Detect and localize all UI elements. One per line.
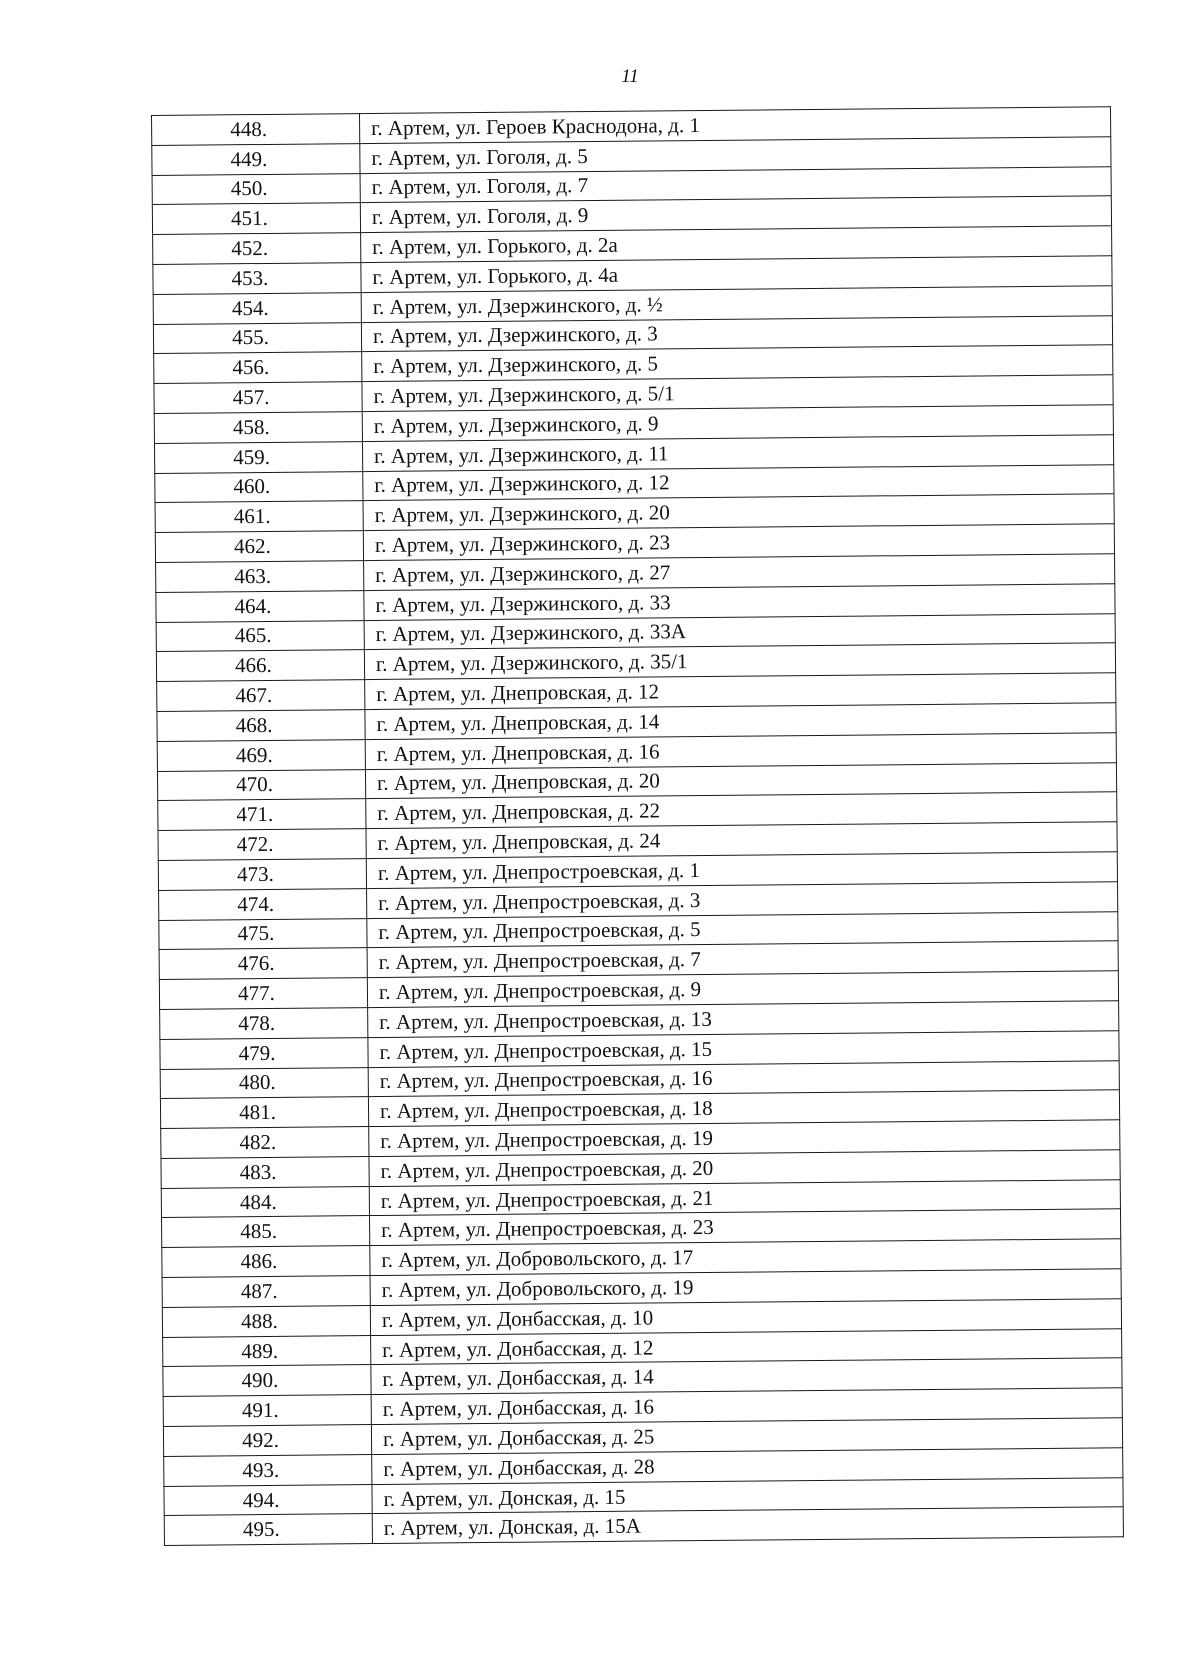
page-number: 11 bbox=[621, 66, 639, 87]
row-address: г. Артем, ул. Днепростроевская, д. 20 bbox=[369, 1150, 1120, 1187]
row-number: 480. bbox=[160, 1067, 368, 1099]
row-number: 453. bbox=[153, 263, 361, 295]
row-number: 463. bbox=[156, 561, 364, 593]
row-address: г. Артем, ул. Дзержинского, д. 11 bbox=[362, 435, 1113, 472]
row-number: 456. bbox=[154, 352, 362, 384]
row-address: г. Артем, ул. Днепростроевская, д. 18 bbox=[368, 1090, 1119, 1127]
row-address: г. Артем, ул. Днепростроевская, д. 5 bbox=[367, 911, 1118, 948]
row-address: г. Артем, ул. Дзержинского, д. 33 bbox=[364, 584, 1115, 621]
row-number: 484. bbox=[161, 1186, 369, 1218]
row-address: г. Артем, ул. Днепровская, д. 22 bbox=[366, 792, 1117, 829]
row-address: г. Артем, ул. Днепростроевская, д. 13 bbox=[368, 1001, 1119, 1038]
row-address: г. Артем, ул. Донбасская, д. 14 bbox=[371, 1358, 1122, 1395]
row-number: 460. bbox=[155, 471, 363, 503]
row-address: г. Артем, ул. Дзержинского, д. 5 bbox=[362, 345, 1113, 382]
row-number: 455. bbox=[153, 322, 361, 354]
row-number: 488. bbox=[162, 1305, 370, 1337]
row-number: 475. bbox=[159, 918, 367, 950]
row-address: г. Артем, ул. Героев Краснодона, д. 1 bbox=[359, 107, 1110, 144]
row-address: г. Артем, ул. Днепровская, д. 16 bbox=[365, 733, 1116, 770]
row-number: 450. bbox=[152, 173, 360, 205]
row-address: г. Артем, ул. Гоголя, д. 9 bbox=[360, 196, 1111, 233]
row-address: г. Артем, ул. Добровольского, д. 17 bbox=[370, 1239, 1121, 1276]
row-number: 495. bbox=[164, 1514, 372, 1546]
row-number: 449. bbox=[152, 143, 360, 175]
row-number: 473. bbox=[158, 858, 366, 890]
row-address: г. Артем, ул. Гоголя, д. 5 bbox=[360, 137, 1111, 174]
row-number: 476. bbox=[159, 948, 367, 980]
row-address: г. Артем, ул. Днепростроевская, д. 23 bbox=[370, 1209, 1121, 1246]
row-number: 471. bbox=[158, 799, 366, 831]
row-number: 478. bbox=[160, 1007, 368, 1039]
row-address: г. Артем, ул. Днепростроевская, д. 16 bbox=[368, 1060, 1119, 1097]
row-number: 494. bbox=[164, 1484, 372, 1516]
row-address: г. Артем, ул. Донбасская, д. 25 bbox=[371, 1418, 1122, 1455]
row-number: 481. bbox=[160, 1097, 368, 1129]
row-number: 452. bbox=[153, 233, 361, 265]
row-number: 466. bbox=[156, 650, 364, 682]
row-number: 451. bbox=[152, 203, 360, 235]
row-address: г. Артем, ул. Донбасская, д. 10 bbox=[370, 1299, 1121, 1336]
row-address: г. Артем, ул. Днепростроевская, д. 9 bbox=[367, 971, 1118, 1008]
row-address: г. Артем, ул. Днепростроевская, д. 19 bbox=[369, 1120, 1120, 1157]
row-address: г. Артем, ул. Дзержинского, д. 9 bbox=[362, 405, 1113, 442]
row-number: 464. bbox=[156, 590, 364, 622]
row-number: 461. bbox=[155, 501, 363, 533]
row-address: г. Артем, ул. Дзержинского, д. ½ bbox=[361, 286, 1112, 323]
row-number: 467. bbox=[157, 680, 365, 712]
address-table bbox=[151, 106, 1124, 1546]
row-number: 468. bbox=[157, 710, 365, 742]
row-number: 474. bbox=[159, 888, 367, 920]
row-address: г. Артем, ул. Добровольского, д. 19 bbox=[370, 1269, 1121, 1306]
row-address: г. Артем, ул. Донбасская, д. 12 bbox=[371, 1328, 1122, 1365]
row-address: г. Артем, ул. Днепростроевская, д. 1 bbox=[366, 852, 1117, 889]
row-address: г. Артем, ул. Днепростроевская, д. 7 bbox=[367, 941, 1118, 978]
row-address: г. Артем, ул. Дзержинского, д. 12 bbox=[363, 464, 1114, 501]
row-number: 491. bbox=[163, 1395, 371, 1427]
row-number: 470. bbox=[157, 769, 365, 801]
row-number: 482. bbox=[161, 1127, 369, 1159]
row-address: г. Артем, ул. Днепростроевская, д. 21 bbox=[369, 1179, 1120, 1216]
row-address: г. Артем, ул. Дзержинского, д. 20 bbox=[363, 494, 1114, 531]
row-address: г. Артем, ул. Горького, д. 4а bbox=[361, 256, 1112, 293]
address-table-body bbox=[152, 107, 1124, 1546]
row-address: г. Артем, ул. Днепростроевская, д. 3 bbox=[367, 881, 1118, 918]
row-number: 462. bbox=[155, 531, 363, 563]
row-address: г. Артем, ул. Донская, д. 15А bbox=[372, 1507, 1123, 1544]
row-number: 479. bbox=[160, 1037, 368, 1069]
row-number: 458. bbox=[154, 412, 362, 444]
row-number: 485. bbox=[162, 1216, 370, 1248]
row-address: г. Артем, ул. Днепровская, д. 24 bbox=[366, 822, 1117, 859]
row-address: г. Артем, ул. Дзержинского, д. 33А bbox=[364, 613, 1115, 650]
row-address: г. Артем, ул. Дзержинского, д. 3 bbox=[361, 315, 1112, 352]
row-number: 465. bbox=[156, 620, 364, 652]
row-number: 486. bbox=[162, 1246, 370, 1278]
row-number: 472. bbox=[158, 829, 366, 861]
row-address: г. Артем, ул. Днепровская, д. 14 bbox=[365, 703, 1116, 740]
row-address: г. Артем, ул. Дзержинского, д. 23 bbox=[363, 524, 1114, 561]
row-address: г. Артем, ул. Дзержинского, д. 35/1 bbox=[364, 643, 1115, 680]
row-address: г. Артем, ул. Днепростроевская, д. 15 bbox=[368, 1030, 1119, 1067]
row-address: г. Артем, ул. Донбасская, д. 16 bbox=[371, 1388, 1122, 1425]
row-number: 493. bbox=[164, 1454, 372, 1486]
row-address: г. Артем, ул. Дзержинского, д. 5/1 bbox=[362, 375, 1113, 412]
row-number: 459. bbox=[154, 441, 362, 473]
row-number: 469. bbox=[157, 739, 365, 771]
row-address: г. Артем, ул. Дзержинского, д. 27 bbox=[364, 554, 1115, 591]
row-number: 492. bbox=[163, 1425, 371, 1457]
row-address: г. Артем, ул. Донбасская, д. 28 bbox=[372, 1448, 1123, 1485]
row-address: г. Артем, ул. Горького, д. 2а bbox=[361, 226, 1112, 263]
row-number: 483. bbox=[161, 1156, 369, 1188]
row-number: 487. bbox=[162, 1276, 370, 1308]
row-address: г. Артем, ул. Донская, д. 15 bbox=[372, 1477, 1123, 1514]
row-number: 457. bbox=[154, 382, 362, 414]
row-number: 477. bbox=[159, 978, 367, 1010]
row-number: 489. bbox=[163, 1335, 371, 1367]
row-number: 448. bbox=[152, 114, 360, 146]
row-address: г. Артем, ул. Гоголя, д. 7 bbox=[360, 166, 1111, 203]
row-address: г. Артем, ул. Днепровская, д. 12 bbox=[365, 673, 1116, 710]
row-number: 454. bbox=[153, 292, 361, 324]
row-address: г. Артем, ул. Днепровская, д. 20 bbox=[365, 762, 1116, 799]
row-number: 490. bbox=[163, 1365, 371, 1397]
